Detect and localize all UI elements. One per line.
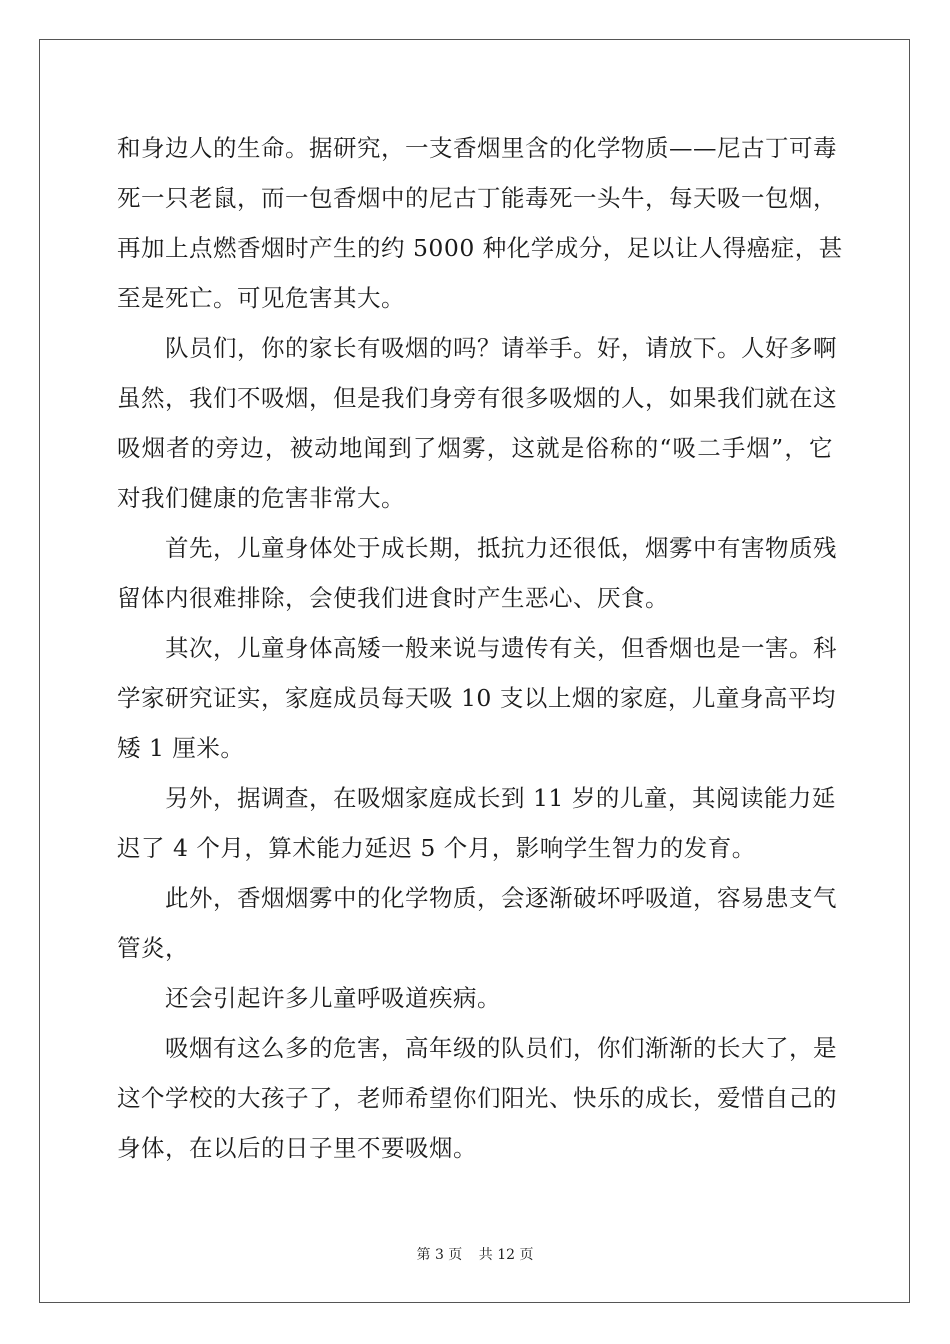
page-footer — [0, 1245, 950, 1265]
text-line: 其次，儿童身体高矮一般来说与遗传有关，但香烟也是一害。科 — [165, 634, 837, 662]
text-line: 另外，据调查，在吸烟家庭成长到 11 岁的儿童，其阅读能力延 — [165, 784, 836, 812]
text-line: 至是死亡。可见危害其大。 — [117, 284, 405, 312]
text-line: 对我们健康的危害非常大。 — [117, 484, 405, 512]
document-body — [117, 123, 843, 1173]
page-number: 第 3 页 — [416, 1247, 463, 1263]
text-line: 和身边人的生命。据研究，一支香烟里含的化学物质——尼古丁可毒 — [117, 134, 837, 162]
text-line: 队员们，你的家长有吸烟的吗？请举手。好，请放下。人好多啊 — [165, 334, 837, 362]
text-line: 首先，儿童身体处于成长期，抵抗力还很低，烟雾中有害物质残 — [165, 534, 837, 562]
text-line: 此外，香烟烟雾中的化学物质，会逐渐破坏呼吸道，容易患支气 — [165, 884, 837, 912]
text-line: 学家研究证实，家庭成员每天吸 10 支以上烟的家庭，儿童身高平均 — [117, 684, 836, 712]
text-line: 死一只老鼠，而一包香烟中的尼古丁能毒死一头牛，每天吸一包烟， — [117, 184, 837, 212]
text-line: 这个学校的大孩子了，老师希望你们阳光、快乐的成长，爱惜自己的 — [117, 1084, 837, 1112]
text-line: 吸烟有这么多的危害，高年级的队员们，你们渐渐的长大了，是 — [165, 1034, 837, 1062]
text-line: 再加上点燃香烟时产生的约 5000 种化学成分，足以让人得癌症，甚 — [117, 234, 843, 262]
text-line: 吸烟者的旁边，被动地闻到了烟雾，这就是俗称的“吸二手烟”，它 — [117, 434, 833, 462]
text-line: 虽然，我们不吸烟，但是我们身旁有很多吸烟的人，如果我们就在这 — [117, 384, 837, 412]
page-total: 共 12 页 — [478, 1247, 534, 1263]
text-line: 管炎， — [117, 934, 189, 962]
text-line: 身体，在以后的日子里不要吸烟。 — [117, 1134, 477, 1162]
text-line: 留体内很难排除，会使我们进食时产生恶心、厌食。 — [117, 584, 669, 612]
text-line: 还会引起许多儿童呼吸道疾病。 — [165, 984, 501, 1012]
text-line: 迟了 4 个月，算术能力延迟 5 个月，影响学生智力的发育。 — [117, 834, 756, 862]
text-line: 矮 1 厘米。 — [117, 734, 245, 762]
